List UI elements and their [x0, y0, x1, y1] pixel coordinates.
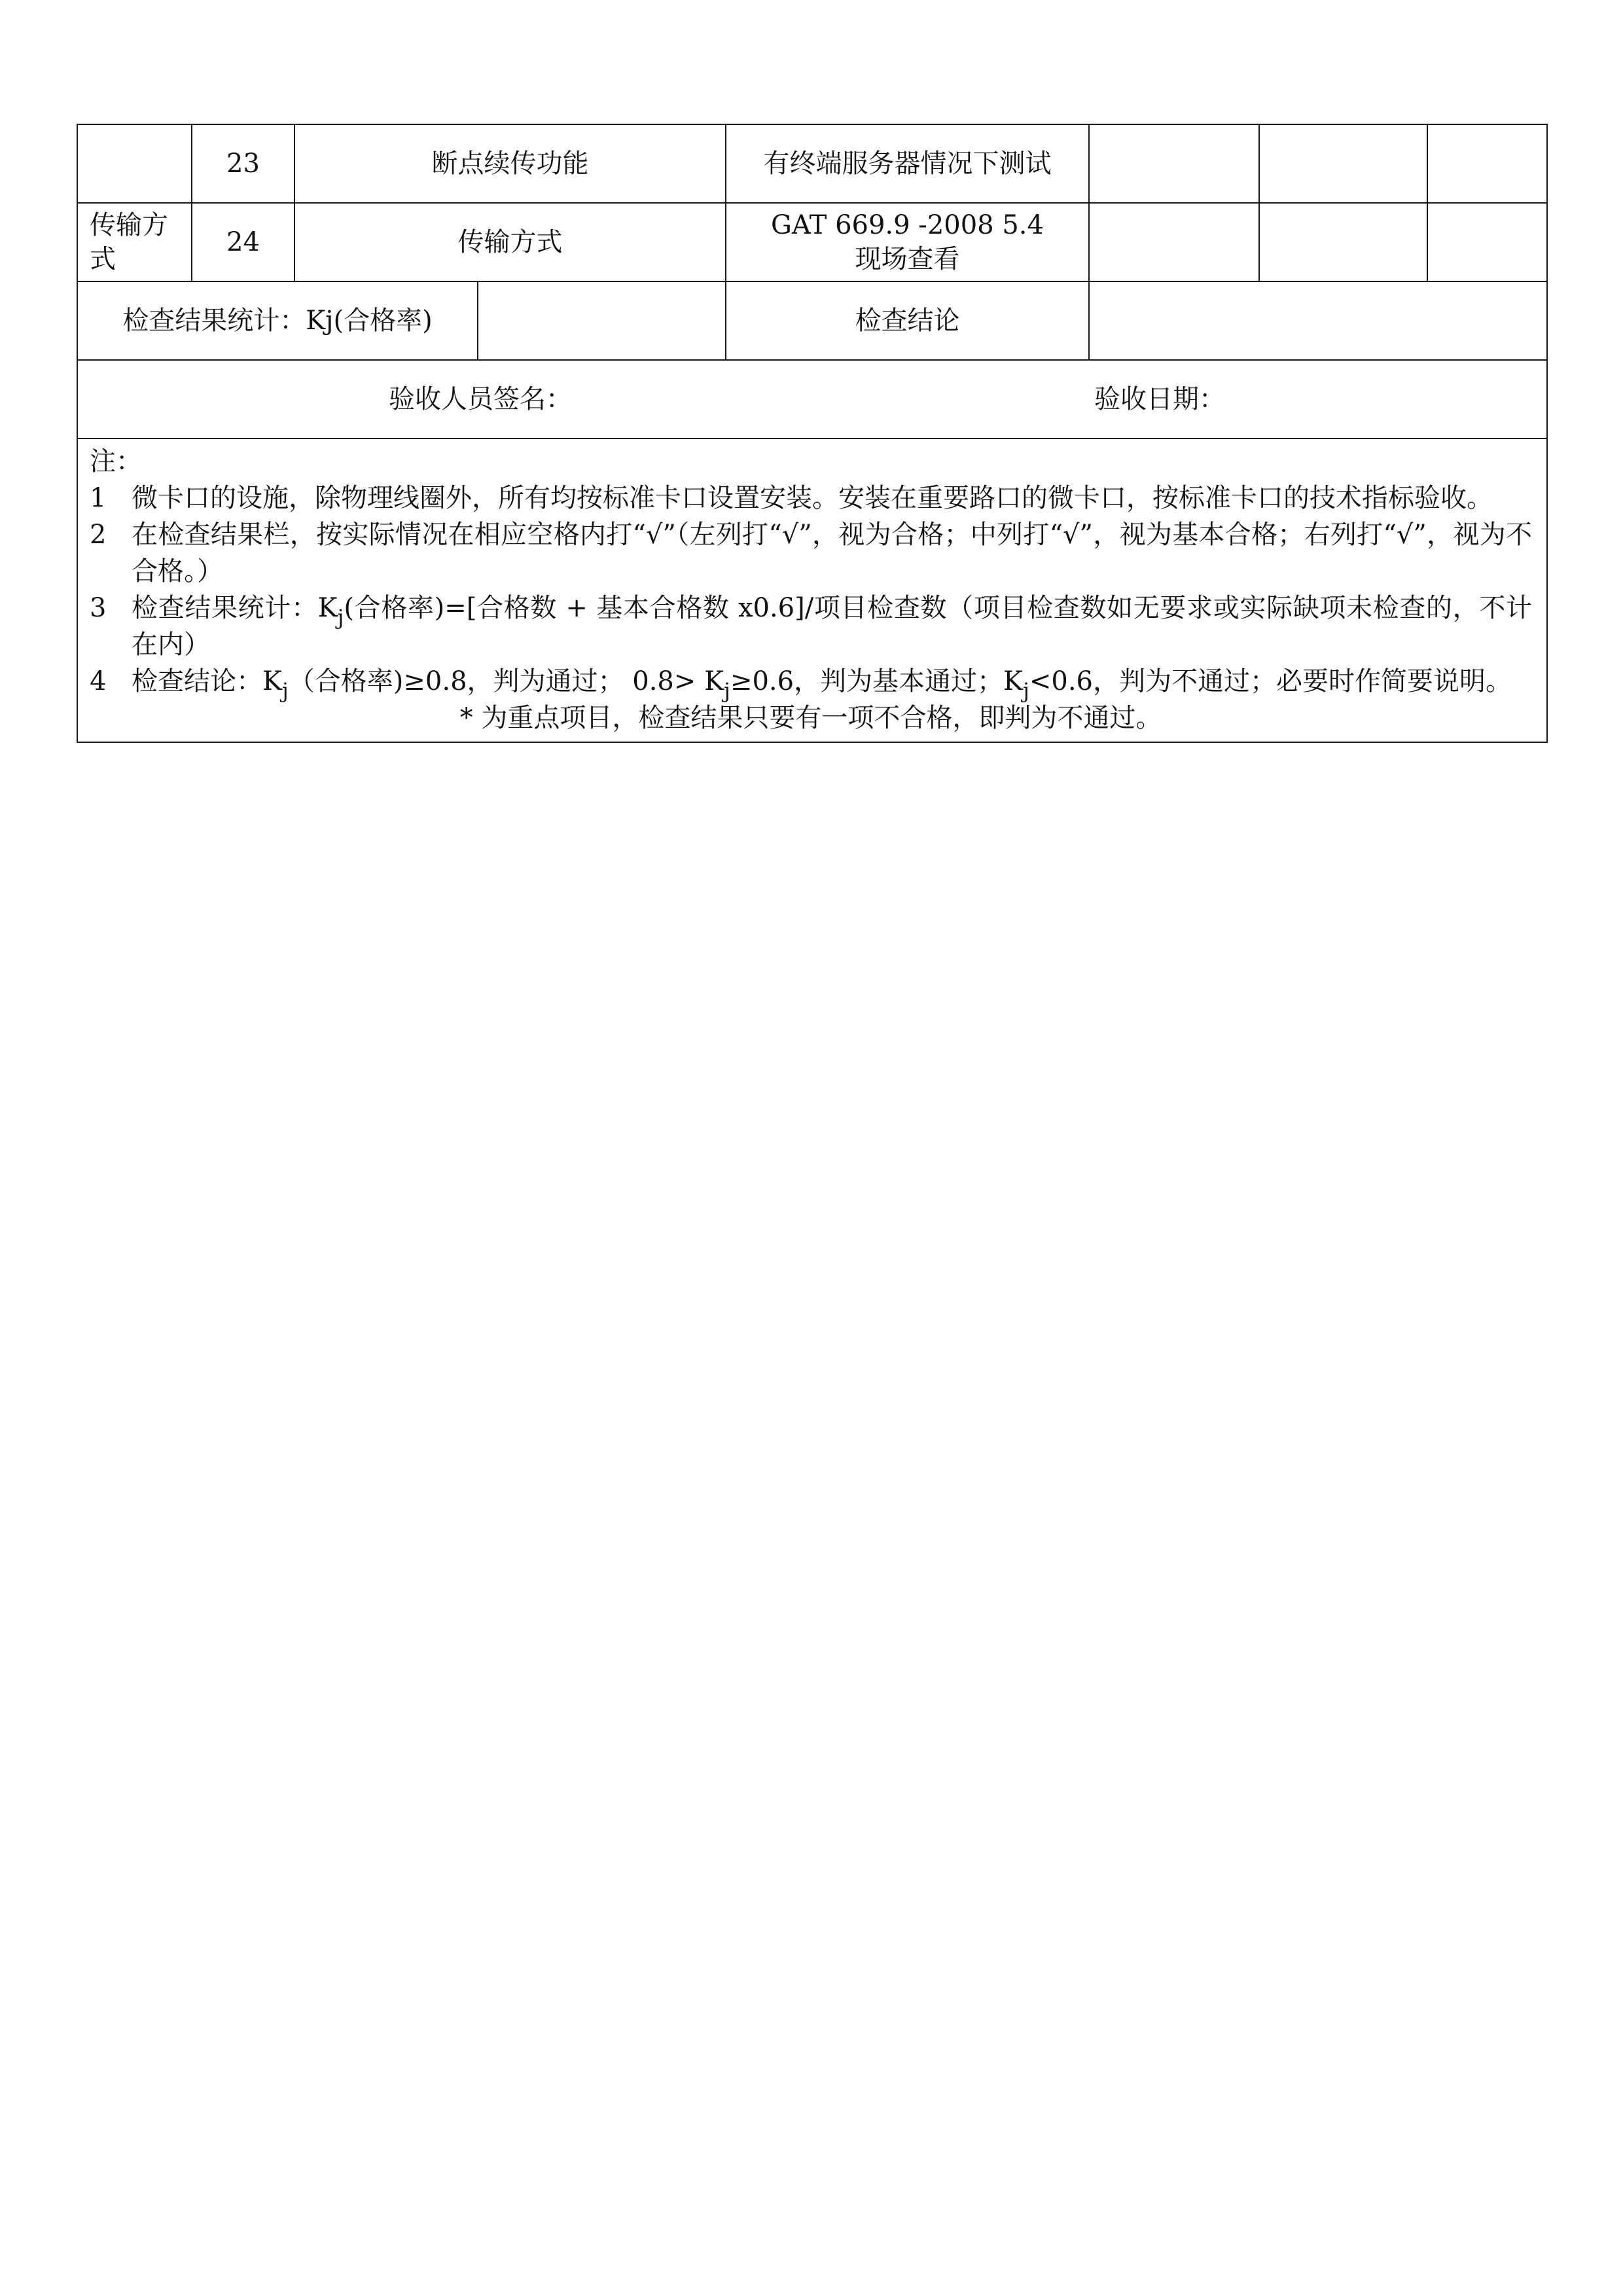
- method-cell: [726, 203, 1089, 281]
- conclusion-value-cell[interactable]: [1089, 281, 1547, 360]
- note-item: [90, 516, 1532, 590]
- note-text-part: (合格率)=[合格数 + 基本合格数 x0.6]/项目检查数（项目检查数如无要求或实际缺项未检查的，不计在内）: [132, 593, 1532, 660]
- note-number: 4: [90, 666, 107, 696]
- result-basic-cell[interactable]: [1259, 124, 1427, 203]
- note-text-part: ≥0.6，判为基本通过；K: [730, 666, 1023, 696]
- note-text: [132, 590, 1532, 663]
- notes-row: [77, 439, 1547, 742]
- category-cell: 传输方式: [77, 203, 192, 281]
- subscript-j: j: [281, 678, 289, 703]
- note-number: 2: [90, 520, 107, 550]
- date-label: 验收日期：: [1094, 384, 1225, 414]
- note-text: 微卡口的设施，除物理线圈外，所有均按标准卡口设置安装。安装在重要路口的微卡口，按标准卡口的技术指标验收。: [132, 483, 1493, 513]
- result-basic-cell[interactable]: [1259, 203, 1427, 281]
- note-text-part: 检查结论：K: [132, 666, 282, 696]
- inspection-table: [77, 124, 1548, 743]
- category-cell: [77, 124, 192, 203]
- result-pass-cell[interactable]: [1089, 124, 1259, 203]
- result-pass-cell[interactable]: [1089, 203, 1259, 281]
- signature-row: [77, 360, 1547, 439]
- note-item: [90, 590, 1532, 663]
- signer-label: 验收人员签名：: [389, 384, 572, 414]
- table-row: [77, 124, 1547, 203]
- note-text: 在检查结果栏，按实际情况在相应空格内打“√”（左列打“√”，视为合格；中列打“√”，视为基本合格；右列打“√”，视为不合格。）: [132, 520, 1532, 586]
- stat-label-cell: 检查结果统计：Kj(合格率): [77, 281, 478, 360]
- subscript-j: j: [724, 678, 730, 703]
- note-text-part: 检查结果统计：K: [132, 593, 338, 623]
- subscript-j: j: [337, 605, 344, 630]
- note-text-part: <0.6，判为不通过；必要时作简要说明。: [1029, 666, 1512, 696]
- note-text-part: （合格率)≥0.8，判为通过； 0.8> K: [288, 666, 724, 696]
- method-line: GAT 669.9 -2008 5.4: [771, 210, 1044, 240]
- item-number-cell: 23: [192, 124, 294, 203]
- result-fail-cell[interactable]: [1427, 124, 1547, 203]
- notes-title: 注：: [90, 446, 142, 476]
- item-name-cell: 断点续传功能: [294, 124, 726, 203]
- notes-cell: [77, 439, 1547, 742]
- item-number-cell: 24: [192, 203, 294, 281]
- method-line: 现场查看: [855, 244, 960, 274]
- result-fail-cell[interactable]: [1427, 203, 1547, 281]
- signature-cell: [77, 360, 1547, 439]
- note-number: 1: [90, 483, 107, 513]
- note-number: 3: [90, 593, 107, 623]
- note-item: [90, 480, 1532, 516]
- table-row: [77, 203, 1547, 281]
- conclusion-label-cell: 检查结论: [726, 281, 1089, 360]
- subscript-j: j: [1022, 678, 1029, 703]
- stat-value-cell[interactable]: [478, 281, 726, 360]
- item-name-cell: 传输方式: [294, 203, 726, 281]
- note-text: [132, 663, 1532, 703]
- method-cell: 有终端服务器情况下测试: [726, 124, 1089, 203]
- key-item-note: * 为重点项目，检查结果只要有一项不合格，即判为不通过。: [459, 703, 1162, 733]
- summary-row: [77, 281, 1547, 360]
- note-item: [90, 663, 1532, 703]
